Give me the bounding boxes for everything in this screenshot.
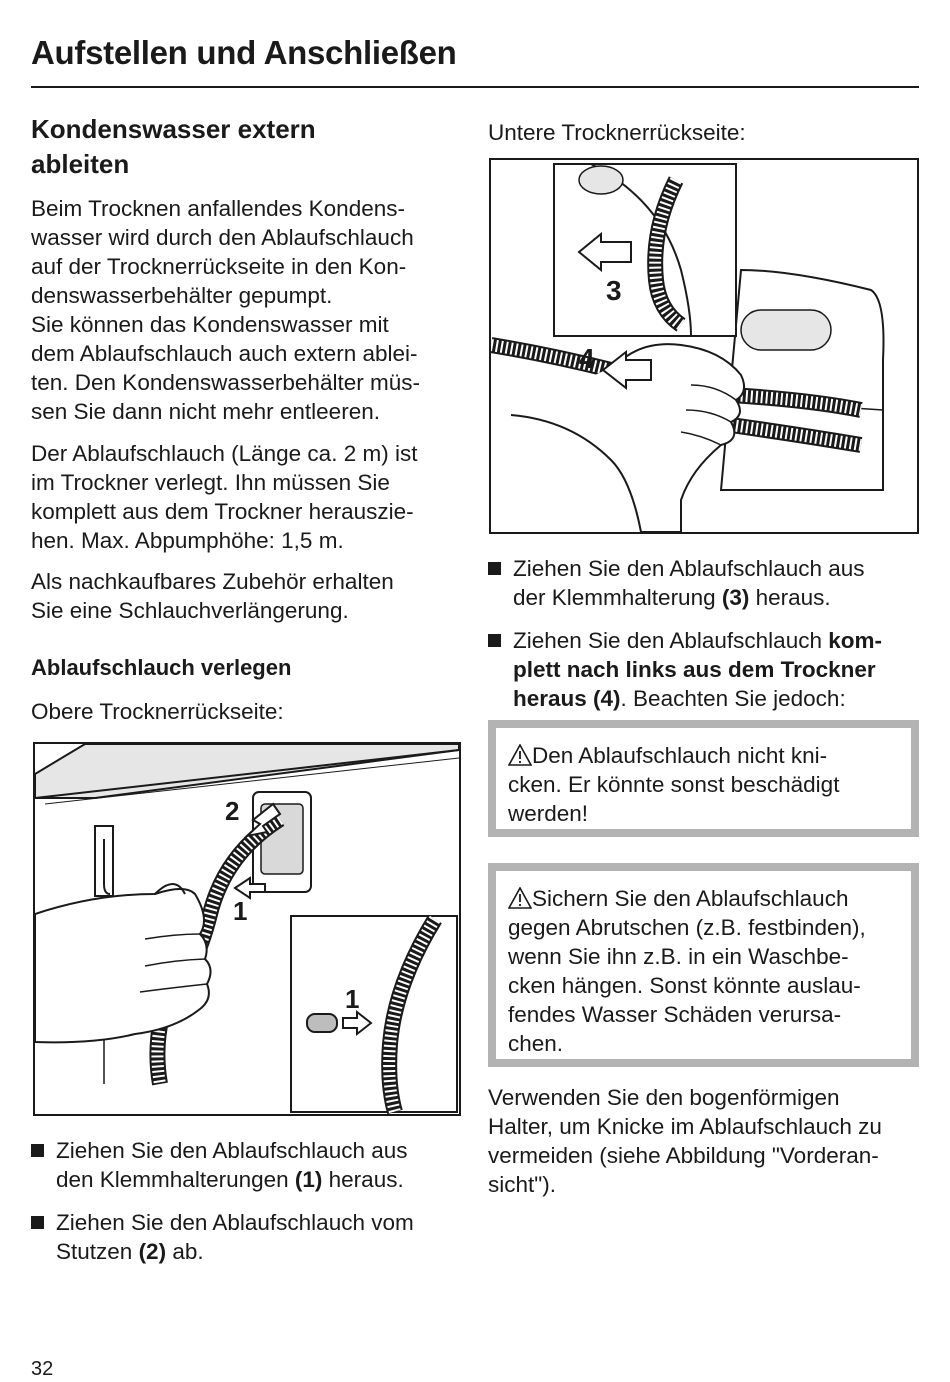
text-line: Verwenden Sie den bogenförmigen: [488, 1085, 840, 1110]
subheading: Ablaufschlauch verlegen: [31, 655, 292, 680]
text-line: Sichern Sie den Ablaufschlauch: [508, 884, 866, 913]
text-line: Beim Trocknen anfallendes Kondens-: [31, 196, 405, 221]
warning-triangle-icon: [508, 887, 532, 909]
warning-text: [508, 741, 839, 828]
accessory-paragraph: [31, 567, 394, 625]
section-title-line: Kondenswasser extern: [31, 114, 316, 144]
warning-triangle-icon: [508, 744, 532, 766]
title-rule: [31, 86, 919, 88]
instruction-bullet: [488, 626, 882, 713]
label-4: 4: [579, 343, 595, 374]
text-line: Sie eine Schlauchverlängerung.: [31, 598, 349, 623]
page-number: 32: [31, 1358, 54, 1380]
text-line: sen Sie dann nicht mehr entleeren.: [31, 399, 380, 424]
label-1-inset: 1: [345, 984, 360, 1014]
label-1: 1: [233, 896, 248, 926]
section-title-line: ableiten: [31, 149, 130, 179]
upper-back-illustration: [33, 742, 461, 1116]
text-line: Halter, um Knicke im Ablaufschlauch zu: [488, 1114, 882, 1139]
figure-caption-lower: Untere Trocknerrückseite:: [488, 120, 746, 145]
text-line: Ziehen Sie den Ablaufschlauch vom: [56, 1210, 414, 1235]
instruction-bullet: [488, 554, 865, 612]
text-line: Ziehen Sie den Ablaufschlauch aus: [56, 1138, 408, 1163]
instruction-bullet: [31, 1136, 408, 1194]
instruction-bullet: [31, 1208, 414, 1266]
text-line: Den Ablaufschlauch nicht kni-: [508, 741, 839, 770]
bullet-marker: [31, 1144, 44, 1157]
intro-paragraph: [31, 194, 420, 426]
text-line: denswasserbehälter gepumpt.: [31, 283, 333, 308]
text-line: heraus (4). Beachten Sie jedoch:: [513, 686, 846, 711]
lower-back-illustration: [489, 158, 919, 534]
text-line: chen.: [508, 1031, 564, 1056]
text-line: vermeiden (siehe Abbildung "Vorderan-: [488, 1143, 879, 1168]
text-line: cken hängen. Sonst könnte auslau-: [508, 973, 861, 998]
text-line: komplett aus dem Trockner herauszie-: [31, 499, 414, 524]
text-line: den Klemmhalterungen (1) heraus.: [56, 1167, 404, 1192]
label-3: 3: [606, 275, 622, 306]
label-2: 2: [225, 796, 240, 826]
holder-paragraph: [488, 1083, 882, 1199]
warning-text: [508, 884, 866, 1058]
text-line: der Klemmhalterung (3) heraus.: [513, 585, 831, 610]
bullet-marker: [31, 1216, 44, 1229]
upper-back-drawing: [35, 744, 459, 1114]
bullet-marker: [488, 634, 501, 647]
hose-length-paragraph: [31, 439, 417, 555]
text-line: sicht").: [488, 1172, 556, 1197]
text-line: wenn Sie ihn z.B. in ein Waschbe-: [508, 944, 849, 969]
text-line: wasser wird durch den Ablaufschlauch: [31, 225, 414, 250]
warning-box: [488, 863, 919, 1067]
lower-back-drawing: [491, 160, 917, 532]
text-line: auf der Trocknerrückseite in den Kon-: [31, 254, 407, 279]
section-title: [31, 112, 316, 182]
text-line: Als nachkaufbares Zubehör erhalten: [31, 569, 394, 594]
text-line: hen. Max. Abpumphöhe: 1,5 m.: [31, 528, 344, 553]
text-line: Sie können das Kondenswasser mit: [31, 312, 389, 337]
text-line: ten. Den Kondenswasserbehälter müs-: [31, 370, 420, 395]
text-line: Ziehen Sie den Ablaufschlauch aus: [513, 556, 865, 581]
text-line: cken. Er könnte sonst beschädigt: [508, 772, 840, 797]
text-line: plett nach links aus dem Trockner: [513, 657, 876, 682]
bullet-marker: [488, 562, 501, 575]
text-line: gegen Abrutschen (z.B. festbinden),: [508, 915, 866, 940]
text-line: im Trockner verlegt. Ihn müssen Sie: [31, 470, 390, 495]
text-line: Stutzen (2) ab.: [56, 1239, 204, 1264]
text-line: Ziehen Sie den Ablaufschlauch kom-: [513, 628, 882, 653]
text-line: werden!: [508, 801, 589, 826]
text-line: Der Ablaufschlauch (Länge ca. 2 m) ist: [31, 441, 418, 466]
page-title: Aufstellen und Anschließen: [31, 34, 457, 71]
warning-box: [488, 720, 919, 837]
hand-icon: [35, 889, 211, 1042]
text-line: dem Ablaufschlauch auch extern ablei-: [31, 341, 418, 366]
text-line: fendes Wasser Schäden verursa-: [508, 1002, 842, 1027]
figure-caption-upper: Obere Trocknerrückseite:: [31, 699, 284, 724]
